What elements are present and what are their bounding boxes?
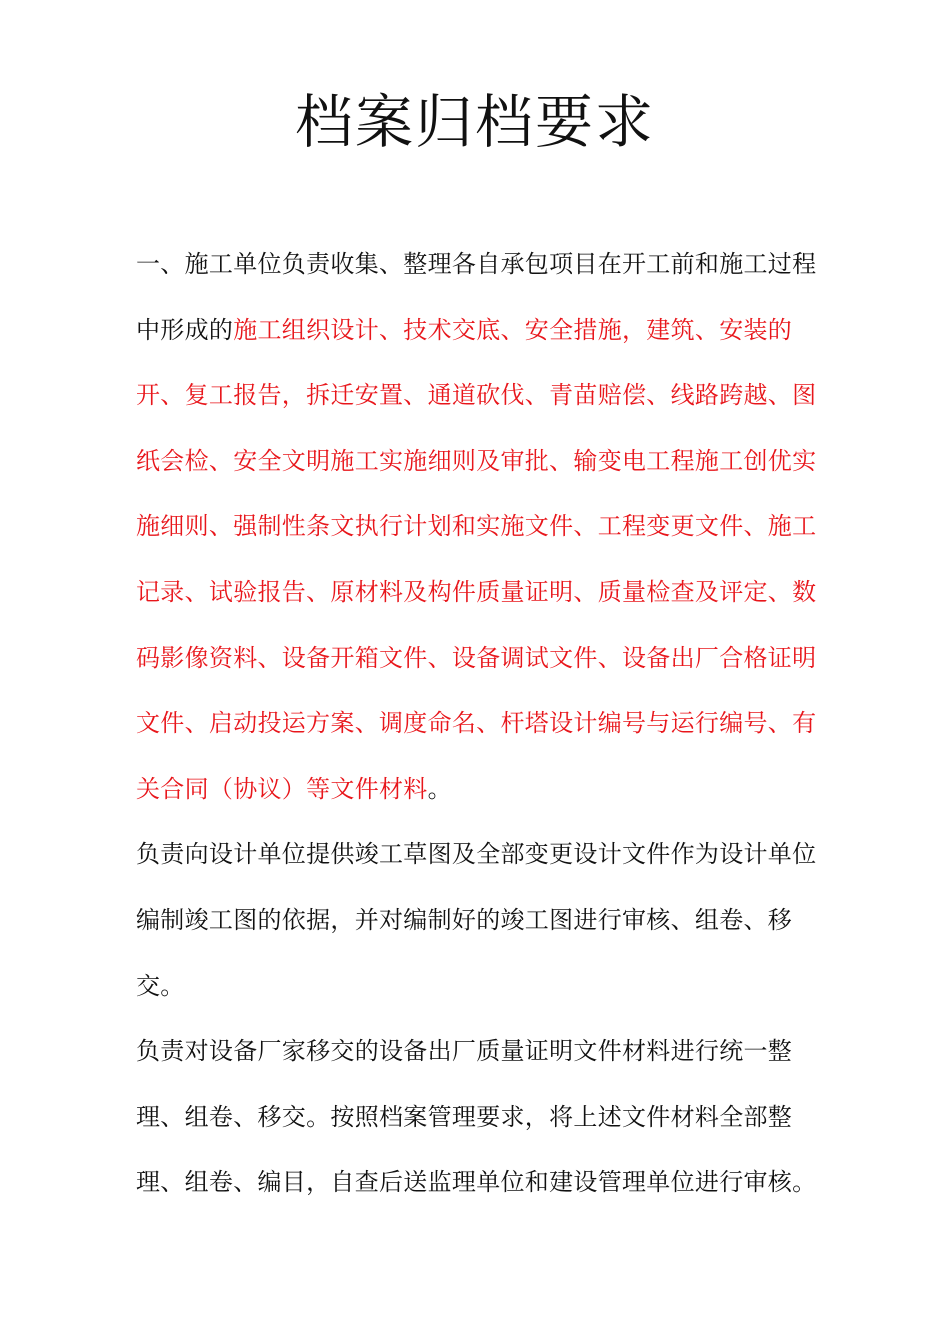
paragraph-1 (136, 232, 840, 822)
document-title: 档案归档要求 (294, 88, 655, 156)
paragraph-1-lead: 一、施工单位负责收集、整理各自承包项目在开工前和施工过程中形成的 (136, 250, 817, 344)
paragraph-1-tail: 。 (427, 774, 452, 803)
paragraph-2: 负责向设计单位提供竣工草图及全部变更设计文件作为设计单位编制竣工图的依据，并对编制好的竣工图进行审核、组卷、移交。 (136, 840, 817, 1000)
paragraph-3: 负责对设备厂家移交的设备出厂质量证明文件材料进行统一整理、组卷、移交。按照档案管理要求，将上述文件材料全部整理、组卷、编目，自查后送监理单位和建设管理单位进行审核。 (136, 1037, 817, 1197)
document-body (136, 232, 840, 1216)
paragraph-1-highlight: 施工组织设计、技术交底、安全措施，建筑、安装的开、复工报告，拆迁安置、通道砍伐、青苗赔偿、线路跨越、图纸会检、安全文明施工实施细则及审批、输变电工程施工创优实施细则、强制性条文执行计划和实施文件、工程变更文件、施工记录、试验报告、原材料及构件质量证明、质量检查及评定、数码影像资料、设备开箱文件、设备调试文件、设备出厂合格证明文件、启动投运方案、调度命名、杆塔设计编号与运行编号、有关合同（协议）等文件材料 (136, 315, 817, 803)
